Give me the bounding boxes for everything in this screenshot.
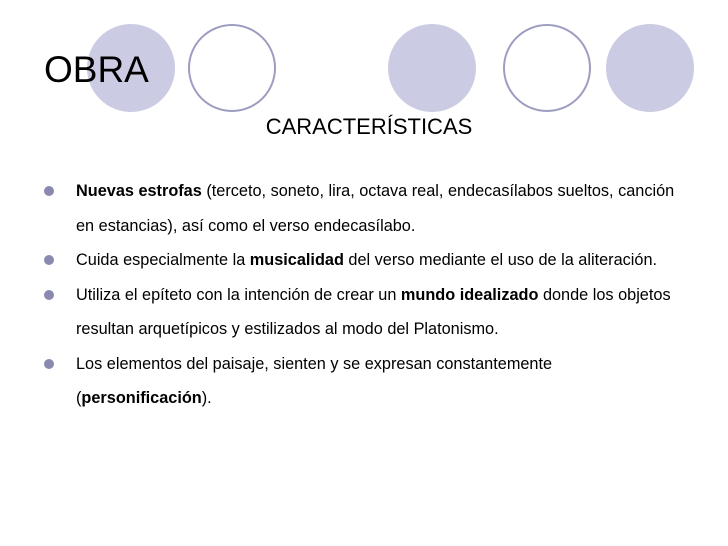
bullet-item-2 — [42, 243, 692, 278]
bullet-text-before: Utiliza el epíteto con la intención de crear un — [76, 285, 401, 304]
bullet-bold: personificación — [81, 389, 202, 407]
bullet-list — [42, 174, 692, 416]
bullet-text-after: ). — [201, 389, 212, 407]
bullet-text — [76, 286, 671, 339]
bullet-dot-icon — [44, 359, 54, 369]
bullet-text — [76, 251, 657, 269]
bullet-item-3 — [42, 278, 692, 347]
bullet-text-after: del verso mediante el uso de la aliteración. — [343, 251, 658, 269]
bullet-bold: mundo idealizado — [400, 285, 539, 304]
bullet-text-after: donde los objetos resultan arquetípicos y estilizados al modo del Platonismo. — [76, 285, 671, 338]
bullet-bold: Nuevas estrofas — [76, 182, 202, 200]
bullet-text-after: (terceto, soneto, lira, octava real, endecasílabos sueltos, canción en estancias), así como el verso endecasílabo. — [76, 182, 675, 235]
bullet-dot-icon — [44, 186, 54, 196]
bullet-text — [76, 355, 552, 408]
slide-title: OBRA — [44, 49, 149, 90]
bullet-item-4 — [42, 347, 692, 416]
bullet-item-1 — [42, 174, 692, 243]
bullet-text-before: Los elementos del paisaje, sienten y se expresan constantemente ( — [76, 354, 553, 407]
bullet-bold: musicalidad — [249, 251, 344, 269]
bullet-dot-icon — [44, 255, 54, 265]
deco-circle-3 — [388, 24, 476, 112]
bullet-dot-icon — [44, 290, 54, 300]
deco-circle-5 — [606, 24, 694, 112]
bullet-text — [76, 182, 674, 235]
slide-subtitle: CARACTERÍSTICAS — [265, 114, 473, 139]
deco-circle-4 — [504, 25, 590, 111]
deco-circle-2 — [189, 25, 275, 111]
bullet-text-before: Cuida especialmente la — [76, 251, 250, 269]
